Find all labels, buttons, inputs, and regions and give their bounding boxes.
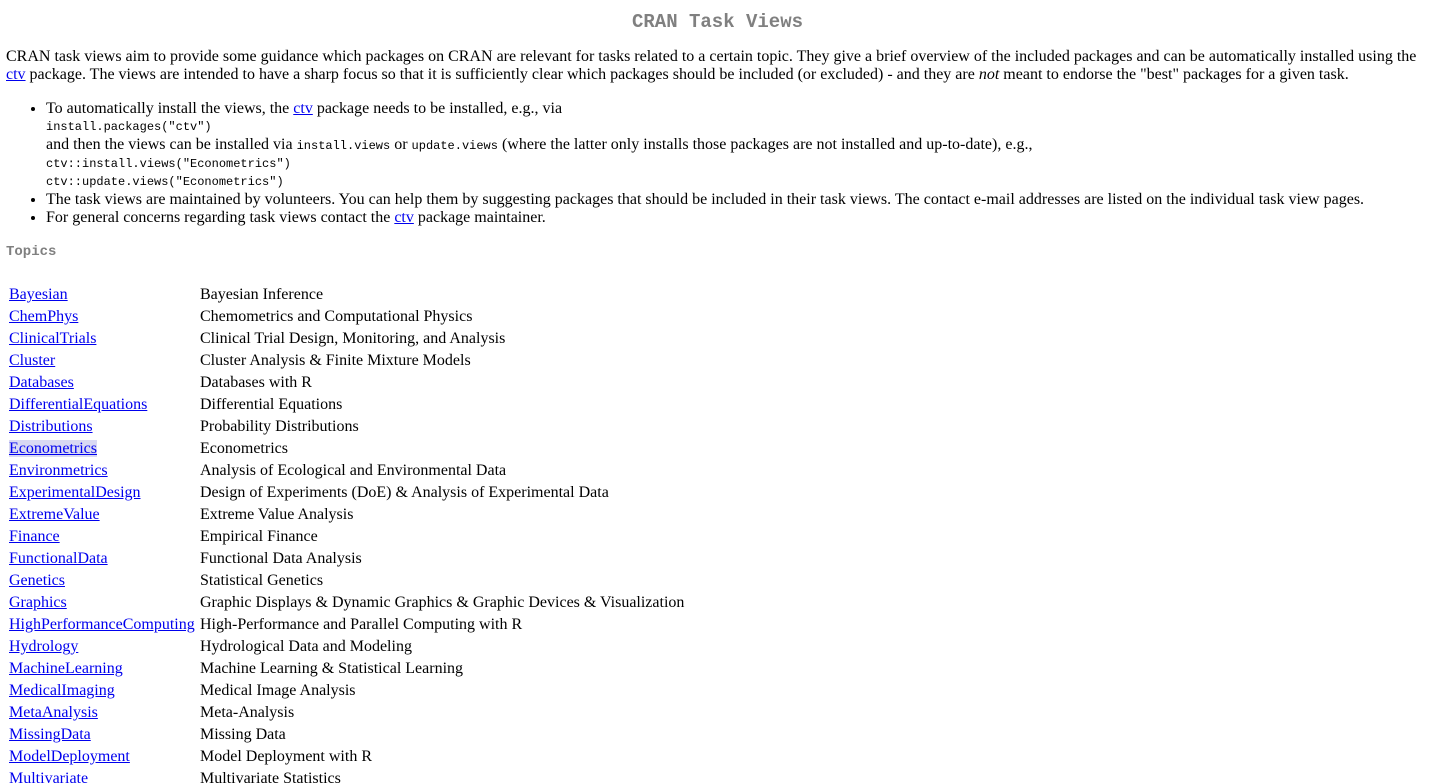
intro-not-emphasis: not <box>978 66 1000 83</box>
topic-row <box>8 505 685 525</box>
bullet-concerns-text-1: For general concerns regarding task views contact the <box>46 209 395 226</box>
topic-name-cell <box>8 351 197 371</box>
topic-link-machinelearning[interactable]: MachineLearning <box>9 660 123 677</box>
topic-description: Functional Data Analysis <box>200 550 362 567</box>
topic-link-bayesian[interactable]: Bayesian <box>9 286 68 303</box>
code-install-packages: install.packages("ctv") <box>46 120 212 134</box>
topic-row <box>8 769 685 784</box>
topic-name-cell <box>8 615 197 635</box>
topic-name-cell <box>8 461 197 481</box>
intro-ctv-link[interactable]: ctv <box>6 66 26 83</box>
topic-link-metaanalysis[interactable]: MetaAnalysis <box>9 704 98 721</box>
topic-description: High-Performance and Parallel Computing with R <box>200 616 523 633</box>
topic-name-cell <box>8 681 197 701</box>
topic-description: Machine Learning & Statistical Learning <box>200 660 464 677</box>
topic-link-highperformancecomputing[interactable]: HighPerformanceComputing <box>9 616 195 633</box>
code-ctv-install-views: ctv::install.views("Econometrics") <box>46 157 291 171</box>
topic-row <box>8 439 685 459</box>
bullet-install-text-2: package needs to be installed, e.g., via <box>312 100 563 117</box>
topic-description: Analysis of Ecological and Environmental Data <box>200 462 507 479</box>
intro-paragraph <box>6 48 1429 84</box>
topic-description: Databases with R <box>200 374 312 391</box>
topic-row <box>8 307 685 327</box>
bullet-concerns-text-2: package maintainer. <box>413 209 546 226</box>
topic-name-cell <box>8 395 197 415</box>
bullet-concerns <box>46 209 1429 227</box>
topic-name-cell <box>8 417 197 437</box>
code-install-views: install.views <box>296 139 391 153</box>
page-content <box>6 0 1429 784</box>
topic-link-experimentaldesign[interactable]: ExperimentalDesign <box>9 484 141 501</box>
topic-link-finance[interactable]: Finance <box>9 528 60 545</box>
topic-name-cell <box>8 483 197 503</box>
topic-row <box>8 549 685 569</box>
intro-text-1: CRAN task views aim to provide some guidance which packages on CRAN are relevant for tasks related to a certain topic. They give a brief overview of the included packages and can be automatically installed using the <box>6 48 1417 65</box>
topic-name-cell <box>8 329 197 349</box>
topic-link-chemphys[interactable]: ChemPhys <box>9 308 79 325</box>
topic-description: Multivariate Statistics <box>200 770 341 784</box>
topic-row <box>8 659 685 679</box>
topic-row <box>8 285 685 305</box>
topic-link-environmetrics[interactable]: Environmetrics <box>9 462 108 479</box>
topic-link-multivariate[interactable]: Multivariate <box>9 770 89 784</box>
bullet-install-text-3: and then the views can be installed via <box>46 136 297 153</box>
topic-name-cell <box>8 571 197 591</box>
intro-text-3: meant to endorse the "best" packages for a given task. <box>999 66 1349 83</box>
topic-row <box>8 461 685 481</box>
topic-description: Design of Experiments (DoE) & Analysis of Experimental Data <box>200 484 609 501</box>
topic-row <box>8 351 685 371</box>
topic-name-cell <box>8 703 197 723</box>
topic-row <box>8 329 685 349</box>
topic-row <box>8 637 685 657</box>
bullet-concerns-ctv-link[interactable]: ctv <box>394 209 414 226</box>
topic-row <box>8 527 685 547</box>
topic-row <box>8 703 685 723</box>
topic-link-distributions[interactable]: Distributions <box>9 418 93 435</box>
topic-row <box>8 571 685 591</box>
page-title: CRAN Task Views <box>631 11 804 33</box>
bullet-volunteers: • The task views are maintained by volunteers. You can help them by suggesting packages that should be included in their task views. The contact e-mail addresses are listed on the individual task view pages. <box>46 191 1429 209</box>
topic-link-genetics[interactable]: Genetics <box>9 572 65 589</box>
topic-description: Medical Image Analysis <box>200 682 356 699</box>
topic-description: Chemometrics and Computational Physics <box>200 308 473 325</box>
topic-description: Econometrics <box>200 440 288 457</box>
bullet-install-text-5: (where the latter only installs those packages are not installed and up-to-date), e.g., <box>497 136 1033 153</box>
topic-name-cell <box>8 725 197 745</box>
topic-description: Hydrological Data and Modeling <box>200 638 412 655</box>
topic-name-cell <box>8 527 197 547</box>
topic-description: Cluster Analysis & Finite Mixture Models <box>200 352 471 369</box>
topic-link-extremevalue[interactable]: ExtremeValue <box>9 506 100 523</box>
info-bullet-list <box>6 100 1429 227</box>
bullet-install-ctv-link[interactable]: ctv <box>293 100 313 117</box>
topic-name-cell <box>8 637 197 657</box>
topic-name-cell <box>8 593 197 613</box>
code-ctv-update-views: ctv::update.views("Econometrics") <box>46 175 284 189</box>
topic-link-missingdata[interactable]: MissingData <box>9 726 91 743</box>
bullet-install-text-4: or <box>390 136 412 153</box>
topic-row <box>8 483 685 503</box>
topic-row <box>8 373 685 393</box>
topic-row <box>8 395 685 415</box>
topic-link-econometrics[interactable]: Econometrics <box>9 440 97 457</box>
topic-description: Extreme Value Analysis <box>200 506 354 523</box>
topic-description: Probability Distributions <box>200 418 359 435</box>
topic-link-differentialequations[interactable]: DifferentialEquations <box>9 396 148 413</box>
topic-link-clinicaltrials[interactable]: ClinicalTrials <box>9 330 97 347</box>
topic-description: Model Deployment with R <box>200 748 372 765</box>
topic-name-cell <box>8 549 197 569</box>
code-update-views: update.views <box>411 139 498 153</box>
topic-link-functionaldata[interactable]: FunctionalData <box>9 550 108 567</box>
topic-description: Meta-Analysis <box>200 704 295 721</box>
topic-description: Missing Data <box>200 726 286 743</box>
topic-name-cell <box>8 285 197 305</box>
topic-link-databases[interactable]: Databases <box>9 374 74 391</box>
topic-description: Statistical Genetics <box>200 572 324 589</box>
topic-link-medicalimaging[interactable]: MedicalImaging <box>9 682 115 699</box>
topic-name-cell <box>8 439 197 459</box>
topic-row <box>8 615 685 635</box>
bullet-install <box>46 100 1429 191</box>
topic-link-cluster[interactable]: Cluster <box>9 352 56 369</box>
topics-table-body <box>8 285 685 784</box>
topic-name-cell <box>8 747 197 767</box>
topic-description: Graphic Displays & Dynamic Graphics & Graphic Devices & Visualization <box>200 594 685 611</box>
topic-row <box>8 417 685 437</box>
topic-link-modeldeployment[interactable]: ModelDeployment <box>9 748 130 765</box>
topics-heading: Topics <box>6 244 57 260</box>
bullet-install-text-1: To automatically install the views, the <box>46 100 294 117</box>
topic-name-cell <box>8 769 197 784</box>
topic-name-cell <box>8 373 197 393</box>
topic-row <box>8 593 685 613</box>
intro-text-2: package. The views are intended to have a sharp focus so that it is sufficiently clear which packages should be included (or excluded) - and they are <box>25 66 979 83</box>
topic-link-hydrology[interactable]: Hydrology <box>9 638 79 655</box>
topic-description: Empirical Finance <box>200 528 318 545</box>
topics-table <box>6 283 687 784</box>
topic-description: Clinical Trial Design, Monitoring, and Analysis <box>200 330 506 347</box>
topic-name-cell <box>8 307 197 327</box>
topic-row <box>8 747 685 767</box>
topic-link-graphics[interactable]: Graphics <box>9 594 67 611</box>
topic-description: Differential Equations <box>200 396 343 413</box>
topic-description: Bayesian Inference <box>200 286 324 303</box>
topic-name-cell <box>8 505 197 525</box>
topic-row <box>8 725 685 745</box>
topic-row <box>8 681 685 701</box>
topic-name-cell <box>8 659 197 679</box>
